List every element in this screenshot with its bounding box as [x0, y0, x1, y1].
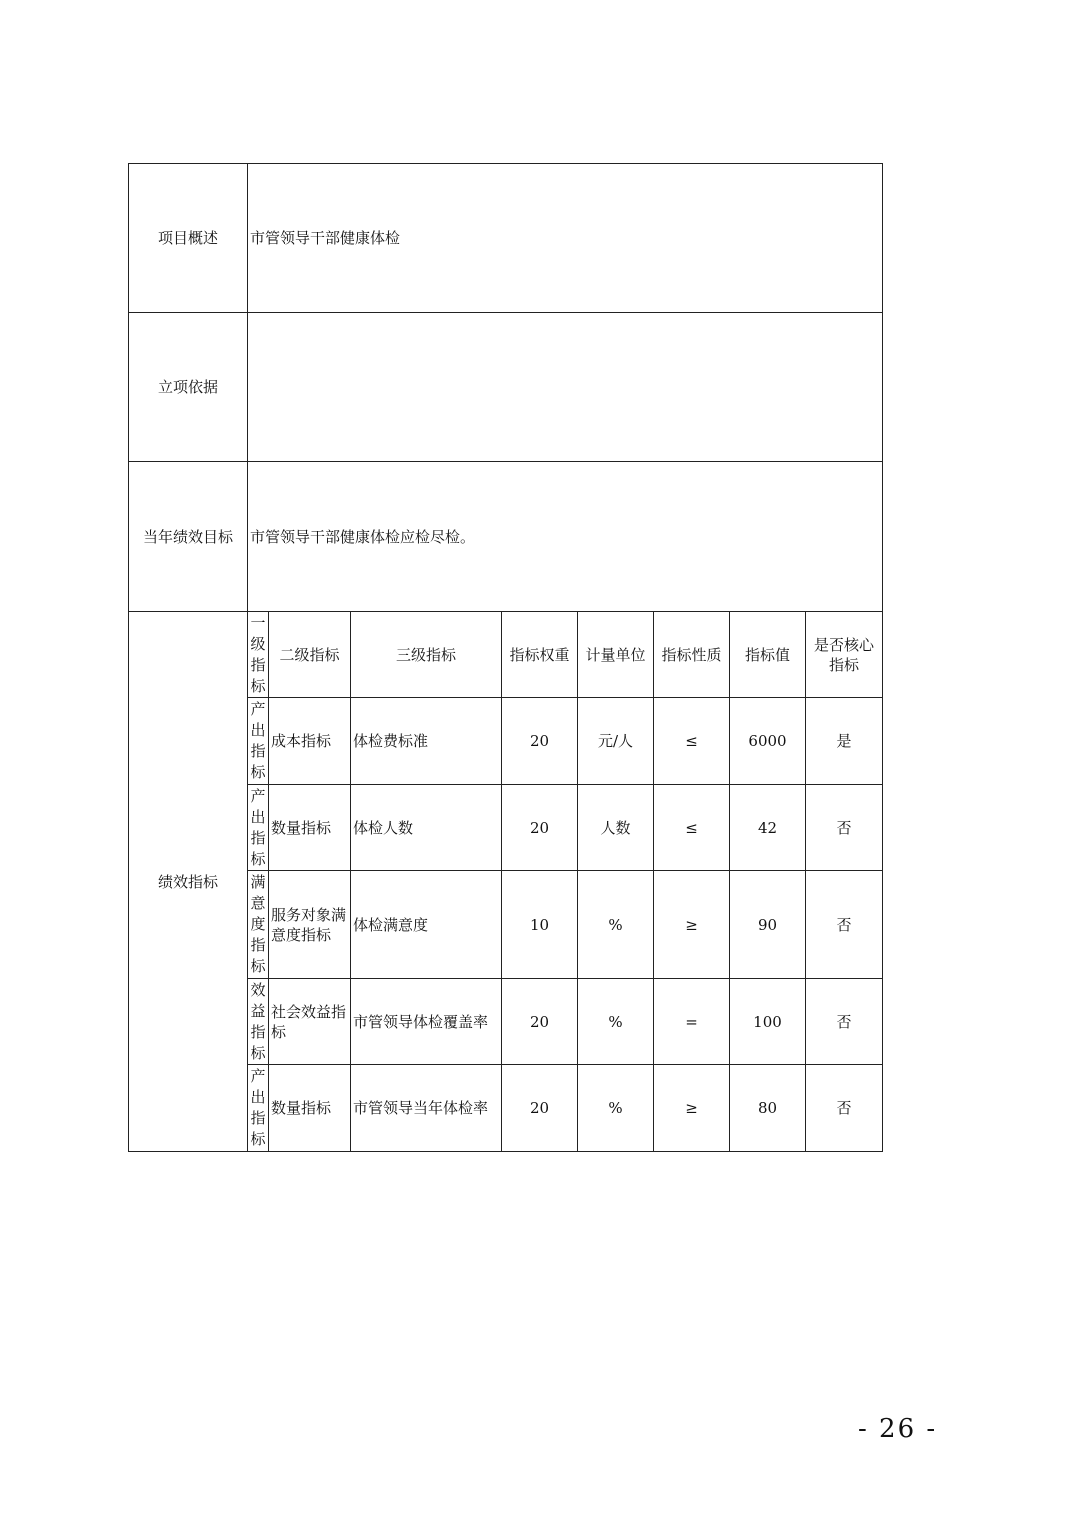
basis-row [129, 313, 883, 462]
row-value: 42 [730, 785, 806, 871]
header-level2: 二级指标 [269, 612, 351, 698]
row-unit: % [578, 1065, 654, 1152]
basis-value [248, 313, 883, 462]
row-unit: 人数 [578, 785, 654, 871]
row-core: 否 [806, 871, 883, 979]
row-unit: % [578, 979, 654, 1065]
row-level3: 市管领导当年体检率 [351, 1065, 502, 1152]
header-level3: 三级指标 [351, 612, 502, 698]
goal-row [129, 462, 883, 612]
goal-value: 市管领导干部健康体检应检尽检。 [248, 462, 883, 612]
row-nature: ≥ [654, 1065, 730, 1152]
row-weight: 20 [502, 1065, 578, 1152]
performance-table [128, 163, 883, 1152]
row-level1: 满意度指标 [248, 871, 269, 979]
row-value: 6000 [730, 698, 806, 785]
row-weight: 20 [502, 979, 578, 1065]
indicator-header-row [129, 612, 883, 698]
goal-label: 当年绩效目标 [129, 462, 248, 612]
header-core: 是否核心指标 [806, 612, 883, 698]
header-level1: 一级指标 [248, 612, 269, 698]
row-nature: = [654, 979, 730, 1065]
row-unit: % [578, 871, 654, 979]
overview-label: 项目概述 [129, 164, 248, 313]
row-level1: 产出指标 [248, 698, 269, 785]
header-unit: 计量单位 [578, 612, 654, 698]
row-level3: 体检人数 [351, 785, 502, 871]
row-nature: ≤ [654, 785, 730, 871]
row-level2: 数量指标 [269, 1065, 351, 1152]
basis-label: 立项依据 [129, 313, 248, 462]
row-level2: 数量指标 [269, 785, 351, 871]
header-value: 指标值 [730, 612, 806, 698]
header-nature: 指标性质 [654, 612, 730, 698]
row-value: 100 [730, 979, 806, 1065]
row-core: 否 [806, 785, 883, 871]
overview-row [129, 164, 883, 313]
row-unit: 元/人 [578, 698, 654, 785]
row-level1: 产出指标 [248, 1065, 269, 1152]
row-level3: 体检满意度 [351, 871, 502, 979]
row-level3: 市管领导体检覆盖率 [351, 979, 502, 1065]
row-nature: ≥ [654, 871, 730, 979]
row-nature: ≤ [654, 698, 730, 785]
row-weight: 20 [502, 785, 578, 871]
row-level2: 服务对象满意度指标 [269, 871, 351, 979]
row-level2: 社会效益指标 [269, 979, 351, 1065]
row-level2: 成本指标 [269, 698, 351, 785]
indicators-section-label: 绩效指标 [129, 612, 248, 1152]
page-number: - 26 - [858, 1414, 938, 1444]
row-core: 是 [806, 698, 883, 785]
row-core: 否 [806, 1065, 883, 1152]
row-weight: 10 [502, 871, 578, 979]
row-level1: 产出指标 [248, 785, 269, 871]
row-level1: 效益指标 [248, 979, 269, 1065]
row-value: 80 [730, 1065, 806, 1152]
overview-value: 市管领导干部健康体检 [248, 164, 883, 313]
row-level3: 体检费标准 [351, 698, 502, 785]
header-weight: 指标权重 [502, 612, 578, 698]
row-core: 否 [806, 979, 883, 1065]
row-weight: 20 [502, 698, 578, 785]
row-value: 90 [730, 871, 806, 979]
